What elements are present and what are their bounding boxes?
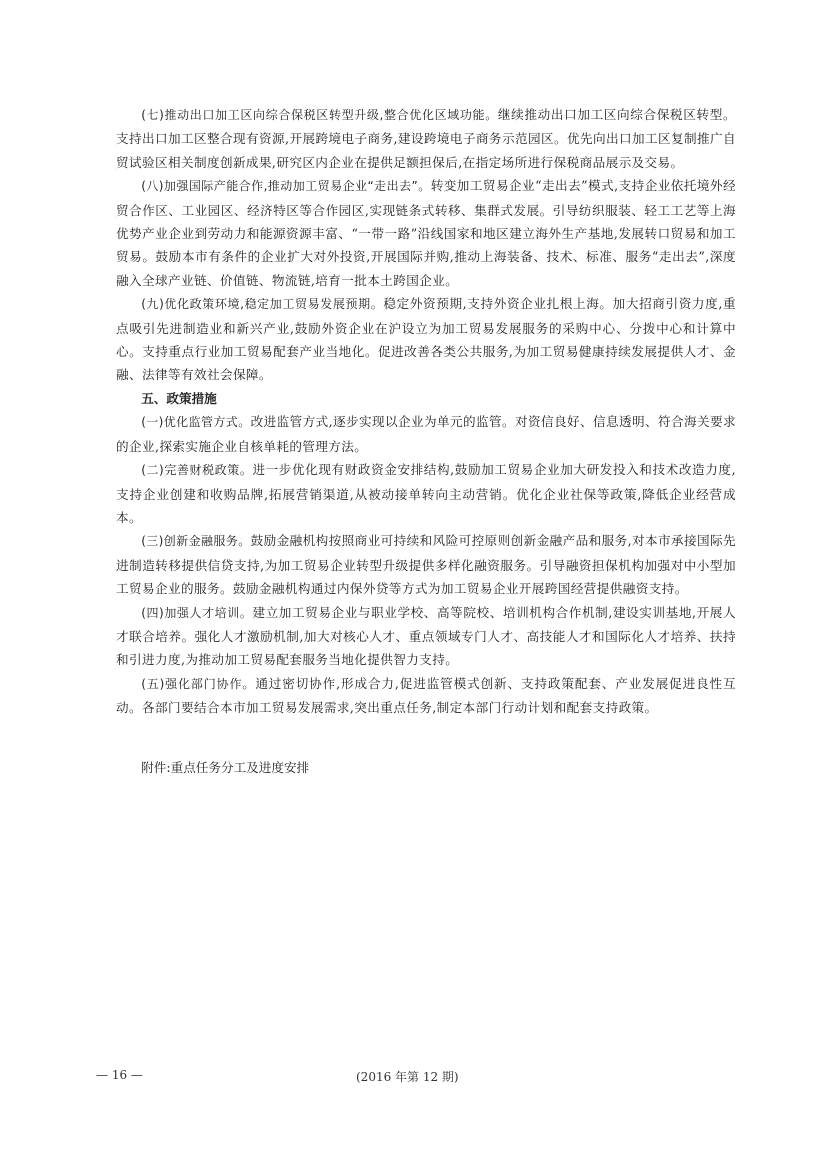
section-heading: 五、政策措施: [141, 390, 217, 406]
paragraph-seven: [116, 103, 736, 174]
paragraph-text: 继续推动出口加工区向综合保税区转型。支持出口加工区整合现有资源,开展跨境电子商务,建设跨境电子商务示范园区。优先向出口加工区复制推广自贸试验区相关制度创新成果,研究区内企业在提供足额担保后,在指定场所进行保税商品展示及交易。: [116, 107, 736, 170]
paragraph-text: 通过密切协作,形成合力,促进监管模式创新、支持政策配套、产业发展促进良性互动。各部门要结合本市加工贸易发展需求,突出重点任务,制定本部门行动计划和配套支持政策。: [116, 675, 736, 716]
attachment-note: 附件:重点任务分工及进度安排: [141, 759, 310, 775]
measure-three: [116, 529, 736, 600]
page-number: — 16 —: [96, 1068, 143, 1082]
paragraph-lead: (八)加强国际产能合作,推动加工贸易企业“走出去”。: [141, 179, 431, 194]
paragraph-text: 改进监管方式,逐步实现以企业为单元的监管。对资信良好、信息透明、符合海关要求的企业,探索实施企业自核单耗的管理方法。: [116, 414, 736, 454]
paragraph-lead: (九)优化政策环境,稳定加工贸易发展预期。: [141, 297, 384, 312]
issue-label: (2016 年第 12 期): [356, 1070, 459, 1084]
paragraph-lead: (三)创新金融服务。: [141, 534, 251, 549]
measure-four: [116, 601, 736, 672]
paragraph-text: 稳定外资预期,支持外资企业扎根上海。加大招商引资力度,重点吸引先进制造业和新兴产业,鼓励外资企业在沪设立为加工贸易发展服务的采购中心、分拨中心和计算中心。支持重点行业加工贸易配套产业当地化。促进改善各类公共服务,为加工贸易健康持续发展提供人才、金融、法律等有效社会保障。: [116, 296, 736, 383]
paragraph-text: 进一步优化现有财政资金安排结构,鼓励加工贸易企业加大研发投入和技术改造力度,支持企业创建和收购品牌,拓展营销渠道,从被动接单转向主动营销。优化企业社保等政策,降低企业经营成本。: [116, 462, 736, 525]
paragraph-nine: [116, 292, 736, 387]
document-body: [116, 103, 736, 779]
measure-two: [116, 458, 736, 529]
measure-five: [116, 672, 736, 720]
paragraph-text: 鼓励金融机构按照商业可持续和风险可控原则创新金融产品和服务,对本市承接国际先进制造转移提供信贷支持,为加工贸易企业转型升级提供多样化融资服务。引导融资担保机构加强对中小型加工贸易企业的服务。鼓励金融机构通过内保外贷等方式为加工贸易企业开展跨国经营提供融资支持。: [116, 533, 736, 597]
paragraph-text: 建立加工贸易企业与职业学校、高等院校、培训机构合作机制,建设实训基地,开展人才联合培养。强化人才激励机制,加大对核心人才、重点领域专门人才、高技能人才和国际化人才培养、扶持和引进力度,为推动加工贸易配套服务当地化提供智力支持。: [116, 604, 736, 668]
paragraph-lead: (二)完善财税政策。: [141, 463, 253, 478]
paragraph-lead: (七)推动出口加工区向综合保税区转型升级,整合优化区域功能。: [141, 108, 498, 122]
paragraph-lead: (一)优化监管方式。: [141, 415, 251, 430]
measure-one: [116, 410, 736, 458]
paragraph-lead: (四)加强人才培训。: [141, 605, 253, 620]
paragraph-lead: (五)强化部门协作。: [141, 676, 256, 691]
paragraph-eight: [116, 174, 736, 292]
paragraph-text: 转变加工贸易企业“走出去”模式,支持企业依托境外经贸合作区、工业园区、经济特区等合作园区,实现链条式转移、集群式发展。引导纺织服装、轻工工艺等上海优势产业企业到劳动力和能源资源丰富、“一带一路”沿线国家和地区建立海外生产基地,发展转口贸易和加工贸易。鼓励本市有条件的企业扩大对外投资,开展国际并购,推动上海装备、技术、标准、服务“走出去”,深度融入全球产业链、价值链、物流链,培育一批本土跨国企业。: [116, 178, 736, 288]
